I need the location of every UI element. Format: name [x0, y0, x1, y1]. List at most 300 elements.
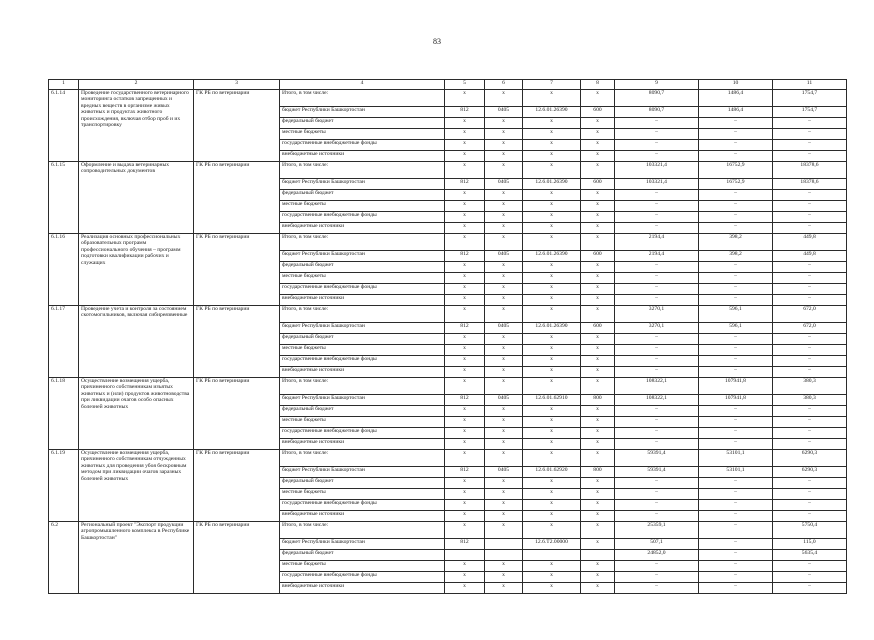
value-cell: –	[615, 273, 699, 284]
value-cell: –	[615, 345, 699, 356]
value-cell: –	[773, 439, 847, 450]
value-cell: 16752,9	[699, 179, 773, 190]
column-header: 5	[445, 80, 485, 90]
value-cell: 800	[581, 395, 615, 406]
value-cell: 108322,1	[615, 378, 699, 395]
value-cell: 59391,4	[615, 450, 699, 467]
column-number-row	[49, 80, 847, 90]
value-cell: x	[485, 262, 523, 273]
value-cell: 12.6.01.26390	[523, 251, 581, 262]
item-executor: ГК РБ по ветеринарии	[194, 162, 280, 234]
budget-table	[48, 79, 847, 594]
value-cell: x	[523, 522, 581, 539]
funding-source: Итого, в том числе:	[280, 306, 445, 323]
value-cell: –	[773, 223, 847, 234]
column-header: 3	[194, 80, 280, 90]
funding-source: федеральный бюджет	[280, 190, 445, 201]
value-cell: –	[773, 583, 847, 594]
value-cell: 812	[445, 323, 485, 334]
value-cell: –	[773, 151, 847, 162]
funding-source: бюджет Республики Башкортостан	[280, 251, 445, 262]
value-cell: x	[445, 583, 485, 594]
value-cell: x	[445, 356, 485, 367]
value-cell: –	[615, 417, 699, 428]
value-cell: –	[773, 190, 847, 201]
value-cell: 812	[445, 107, 485, 118]
item-executor: ГК РБ по ветеринарии	[194, 306, 280, 378]
value-cell: –	[773, 201, 847, 212]
value-cell: 812	[445, 395, 485, 406]
value-cell: x	[485, 417, 523, 428]
value-cell: x	[523, 572, 581, 583]
value-cell: x	[445, 284, 485, 295]
value-cell: x	[523, 428, 581, 439]
funding-source: местные бюджеты	[280, 129, 445, 140]
value-cell: 8090,7	[615, 90, 699, 107]
value-cell: x	[581, 439, 615, 450]
value-cell: x	[523, 284, 581, 295]
value-cell: x	[485, 439, 523, 450]
value-cell: 1754,7	[773, 107, 847, 118]
value-cell	[523, 550, 581, 561]
value-cell: –	[615, 118, 699, 129]
value-cell: x	[523, 212, 581, 223]
value-cell: –	[773, 478, 847, 489]
item-code: 6.1.17	[49, 306, 79, 378]
value-cell: –	[615, 572, 699, 583]
value-cell: x	[523, 583, 581, 594]
value-cell: 0405	[485, 251, 523, 262]
value-cell: x	[523, 334, 581, 345]
value-cell: –	[773, 417, 847, 428]
value-cell: 2194,4	[615, 234, 699, 251]
item-code: 6.1.14	[49, 90, 79, 162]
value-cell: –	[699, 522, 773, 539]
value-cell: –	[699, 284, 773, 295]
value-cell: x	[485, 295, 523, 306]
value-cell: 0405	[485, 107, 523, 118]
value-cell: x	[581, 378, 615, 395]
value-cell: x	[445, 522, 485, 539]
value-cell: –	[773, 295, 847, 306]
value-cell: –	[699, 262, 773, 273]
funding-source: местные бюджеты	[280, 489, 445, 500]
value-cell: x	[445, 367, 485, 378]
value-cell: –	[699, 489, 773, 500]
value-cell: 12.6.01.62910	[523, 395, 581, 406]
value-cell: x	[445, 334, 485, 345]
value-cell: 103321,4	[615, 162, 699, 179]
value-cell: x	[581, 212, 615, 223]
funding-source: государственные внебюджетные фонды	[280, 212, 445, 223]
value-cell: x	[445, 500, 485, 511]
value-cell: 3270,1	[615, 323, 699, 334]
value-cell: –	[615, 439, 699, 450]
value-cell: 107941,8	[699, 395, 773, 406]
value-cell: 115,0	[773, 539, 847, 550]
table-row	[49, 450, 847, 467]
value-cell: 596,1	[699, 323, 773, 334]
value-cell: 1486,4	[699, 90, 773, 107]
value-cell: 1754,7	[773, 90, 847, 107]
value-cell: –	[699, 334, 773, 345]
column-header: 2	[79, 80, 194, 90]
funding-source: Итого, в том числе:	[280, 378, 445, 395]
funding-source: внебюджетные источники	[280, 151, 445, 162]
value-cell	[581, 550, 615, 561]
value-cell: –	[773, 345, 847, 356]
value-cell: 596,1	[699, 306, 773, 323]
value-cell: x	[485, 428, 523, 439]
value-cell: –	[615, 129, 699, 140]
table-row	[49, 234, 847, 251]
funding-source: внебюджетные источники	[280, 223, 445, 234]
value-cell: 107941,8	[699, 378, 773, 395]
value-cell: x	[581, 90, 615, 107]
value-cell: x	[445, 306, 485, 323]
value-cell: x	[485, 572, 523, 583]
value-cell: 18378,6	[773, 179, 847, 190]
value-cell: x	[523, 223, 581, 234]
funding-source: государственные внебюджетные фонды	[280, 428, 445, 439]
value-cell: –	[615, 511, 699, 522]
value-cell: 16752,9	[699, 162, 773, 179]
value-cell: 449,8	[773, 234, 847, 251]
value-cell: x	[581, 356, 615, 367]
value-cell: –	[773, 572, 847, 583]
value-cell: 5635,4	[773, 550, 847, 561]
value-cell: 1486,4	[699, 107, 773, 118]
value-cell: x	[523, 118, 581, 129]
item-executor: ГК РБ по ветеринарии	[194, 90, 280, 162]
value-cell: x	[445, 450, 485, 467]
column-header: 6	[485, 80, 523, 90]
value-cell: 12.6.01.26390	[523, 107, 581, 118]
value-cell: x	[523, 356, 581, 367]
value-cell: 8090,7	[615, 107, 699, 118]
value-cell: 600	[581, 251, 615, 262]
value-cell: x	[445, 572, 485, 583]
value-cell: –	[615, 428, 699, 439]
value-cell: x	[445, 417, 485, 428]
value-cell: x	[445, 273, 485, 284]
funding-source: местные бюджеты	[280, 201, 445, 212]
value-cell: 12.6.01.26390	[523, 179, 581, 190]
value-cell: 59391,4	[615, 467, 699, 478]
value-cell: 398,2	[699, 234, 773, 251]
value-cell: x	[581, 406, 615, 417]
value-cell: –	[699, 356, 773, 367]
value-cell: 449,8	[773, 251, 847, 262]
value-cell: –	[699, 500, 773, 511]
value-cell: x	[581, 500, 615, 511]
funding-source: бюджет Республики Башкортостан	[280, 395, 445, 406]
value-cell: 812	[445, 467, 485, 478]
value-cell: x	[445, 129, 485, 140]
value-cell: x	[445, 90, 485, 107]
funding-source: Итого, в том числе:	[280, 450, 445, 467]
value-cell: x	[581, 522, 615, 539]
value-cell: x	[445, 140, 485, 151]
value-cell: x	[581, 306, 615, 323]
funding-source: федеральный бюджет	[280, 334, 445, 345]
value-cell: x	[523, 450, 581, 467]
value-cell: x	[523, 190, 581, 201]
item-name: Проведение государственного ветеринарного мониторинга остатков запрещенных и вредных веществ в организме живых животных и продуктах животного происхождения, включая отбор проб и их транспортировку	[79, 90, 194, 162]
value-cell: –	[773, 262, 847, 273]
value-cell: –	[699, 295, 773, 306]
value-cell: –	[615, 212, 699, 223]
value-cell: 672,0	[773, 323, 847, 334]
value-cell: x	[523, 511, 581, 522]
value-cell: x	[485, 478, 523, 489]
item-name: Оформление и выдача ветеринарных сопроводительных документов	[79, 162, 194, 234]
value-cell: x	[581, 345, 615, 356]
value-cell: 103321,4	[615, 179, 699, 190]
value-cell: x	[485, 489, 523, 500]
value-cell: x	[523, 262, 581, 273]
value-cell: x	[445, 406, 485, 417]
value-cell: 6290,3	[773, 450, 847, 467]
value-cell: x	[581, 234, 615, 251]
funding-source: государственные внебюджетные фонды	[280, 284, 445, 295]
value-cell: x	[581, 539, 615, 550]
value-cell: 0405	[485, 395, 523, 406]
value-cell: x	[523, 406, 581, 417]
funding-source: внебюджетные источники	[280, 511, 445, 522]
funding-source: Итого, в том числе:	[280, 234, 445, 251]
value-cell: x	[523, 478, 581, 489]
value-cell: x	[581, 151, 615, 162]
value-cell: x	[581, 223, 615, 234]
value-cell: x	[523, 90, 581, 107]
value-cell: –	[773, 428, 847, 439]
item-name: Региональный проект "Экспорт продукции агропромышленного комплекса в Республике Башкортостан"	[79, 522, 194, 594]
value-cell: x	[485, 334, 523, 345]
column-header: 7	[523, 80, 581, 90]
table-body	[49, 90, 847, 594]
value-cell: x	[445, 151, 485, 162]
value-cell: x	[581, 489, 615, 500]
value-cell: x	[485, 450, 523, 467]
value-cell: –	[699, 140, 773, 151]
value-cell: –	[615, 367, 699, 378]
value-cell: x	[581, 583, 615, 594]
value-cell: x	[485, 356, 523, 367]
value-cell: –	[699, 478, 773, 489]
value-cell: x	[581, 428, 615, 439]
value-cell: –	[699, 190, 773, 201]
value-cell: x	[445, 561, 485, 572]
value-cell: –	[699, 439, 773, 450]
value-cell: –	[615, 356, 699, 367]
value-cell: x	[523, 129, 581, 140]
value-cell: x	[485, 522, 523, 539]
value-cell: 0405	[485, 467, 523, 478]
value-cell: x	[523, 489, 581, 500]
value-cell: –	[615, 295, 699, 306]
funding-source: бюджет Республики Башкортостан	[280, 467, 445, 478]
funding-source: внебюджетные источники	[280, 367, 445, 378]
column-header: 4	[280, 80, 445, 90]
value-cell: x	[485, 118, 523, 129]
value-cell: x	[445, 234, 485, 251]
column-header: 11	[773, 80, 847, 90]
value-cell: –	[773, 500, 847, 511]
value-cell: x	[485, 500, 523, 511]
funding-source: государственные внебюджетные фонды	[280, 500, 445, 511]
value-cell: –	[699, 572, 773, 583]
value-cell: –	[699, 151, 773, 162]
value-cell: –	[699, 550, 773, 561]
item-code: 6.1.15	[49, 162, 79, 234]
value-cell: x	[523, 151, 581, 162]
value-cell: x	[445, 295, 485, 306]
value-cell: x	[485, 511, 523, 522]
funding-source: внебюджетные источники	[280, 439, 445, 450]
value-cell: 12.6.01.62920	[523, 467, 581, 478]
value-cell: x	[445, 439, 485, 450]
value-cell: –	[699, 539, 773, 550]
value-cell: 2194,4	[615, 251, 699, 262]
funding-source: федеральный бюджет	[280, 406, 445, 417]
funding-source: государственные внебюджетные фонды	[280, 572, 445, 583]
value-cell: x	[523, 295, 581, 306]
funding-source: местные бюджеты	[280, 345, 445, 356]
value-cell: x	[445, 201, 485, 212]
value-cell: –	[773, 129, 847, 140]
value-cell: x	[523, 140, 581, 151]
value-cell: x	[581, 450, 615, 467]
value-cell: 507,1	[615, 539, 699, 550]
value-cell: –	[773, 284, 847, 295]
value-cell: x	[523, 367, 581, 378]
value-cell: x	[523, 201, 581, 212]
table-row	[49, 306, 847, 323]
value-cell: 12.6.T2.00000	[523, 539, 581, 550]
value-cell: –	[699, 345, 773, 356]
value-cell: x	[485, 273, 523, 284]
funding-source: федеральный бюджет	[280, 550, 445, 561]
value-cell: –	[615, 140, 699, 151]
value-cell: x	[445, 212, 485, 223]
value-cell: –	[699, 273, 773, 284]
value-cell: x	[485, 90, 523, 107]
value-cell: x	[581, 190, 615, 201]
table-row	[49, 162, 847, 179]
value-cell: –	[615, 406, 699, 417]
value-cell: 812	[445, 179, 485, 190]
value-cell: x	[581, 129, 615, 140]
value-cell: 0405	[485, 179, 523, 190]
value-cell: –	[615, 334, 699, 345]
value-cell: x	[485, 212, 523, 223]
value-cell: 800	[581, 467, 615, 478]
value-cell: 0405	[485, 323, 523, 334]
item-executor: ГК РБ по ветеринарии	[194, 450, 280, 522]
value-cell: –	[773, 367, 847, 378]
value-cell: –	[615, 284, 699, 295]
funding-source: федеральный бюджет	[280, 262, 445, 273]
value-cell: –	[699, 223, 773, 234]
value-cell: x	[523, 162, 581, 179]
value-cell: –	[699, 129, 773, 140]
value-cell: x	[445, 511, 485, 522]
funding-source: бюджет Республики Башкортостан	[280, 539, 445, 550]
value-cell: x	[581, 417, 615, 428]
value-cell: 5750,4	[773, 522, 847, 539]
value-cell: –	[699, 201, 773, 212]
item-executor: ГК РБ по ветеринарии	[194, 234, 280, 306]
value-cell: –	[773, 356, 847, 367]
item-code: 6.1.16	[49, 234, 79, 306]
value-cell: x	[485, 561, 523, 572]
table-row	[49, 90, 847, 107]
value-cell: x	[581, 334, 615, 345]
value-cell: 672,0	[773, 306, 847, 323]
value-cell: –	[699, 511, 773, 522]
value-cell: 600	[581, 107, 615, 118]
table-row	[49, 522, 847, 539]
value-cell: x	[485, 234, 523, 251]
value-cell: –	[615, 478, 699, 489]
value-cell: x	[485, 583, 523, 594]
item-name: Осуществление возмещения ущерба, причиненного собственникам отчужденных животных для проведения убоя бескровным методом при ликвидации очагов заразных болезней животных	[79, 450, 194, 522]
value-cell: 25359,1	[615, 522, 699, 539]
value-cell: –	[773, 334, 847, 345]
value-cell: x	[445, 262, 485, 273]
value-cell: x	[581, 140, 615, 151]
value-cell: –	[699, 406, 773, 417]
value-cell: x	[445, 378, 485, 395]
value-cell: –	[699, 583, 773, 594]
value-cell: x	[523, 273, 581, 284]
value-cell: x	[581, 162, 615, 179]
column-header: 9	[615, 80, 699, 90]
value-cell	[485, 550, 523, 561]
value-cell: –	[615, 262, 699, 273]
value-cell: x	[523, 561, 581, 572]
value-cell: –	[773, 561, 847, 572]
value-cell: 600	[581, 179, 615, 190]
value-cell: x	[485, 306, 523, 323]
value-cell: –	[615, 201, 699, 212]
page-number: 83	[433, 37, 441, 46]
value-cell: x	[523, 345, 581, 356]
value-cell: 24852,0	[615, 550, 699, 561]
value-cell: 53101,1	[699, 467, 773, 478]
value-cell: 3270,1	[615, 306, 699, 323]
value-cell: 380,3	[773, 378, 847, 395]
value-cell: x	[581, 118, 615, 129]
value-cell: x	[445, 428, 485, 439]
value-cell: –	[615, 561, 699, 572]
funding-source: государственные внебюджетные фонды	[280, 356, 445, 367]
funding-source: местные бюджеты	[280, 417, 445, 428]
value-cell: x	[485, 201, 523, 212]
value-cell: x	[485, 151, 523, 162]
value-cell: 812	[445, 539, 485, 550]
value-cell: 398,2	[699, 251, 773, 262]
value-cell: x	[581, 273, 615, 284]
value-cell: x	[445, 345, 485, 356]
funding-source: федеральный бюджет	[280, 118, 445, 129]
value-cell: x	[581, 262, 615, 273]
value-cell: –	[773, 212, 847, 223]
value-cell: x	[485, 367, 523, 378]
value-cell: –	[615, 223, 699, 234]
value-cell: 108322,1	[615, 395, 699, 406]
